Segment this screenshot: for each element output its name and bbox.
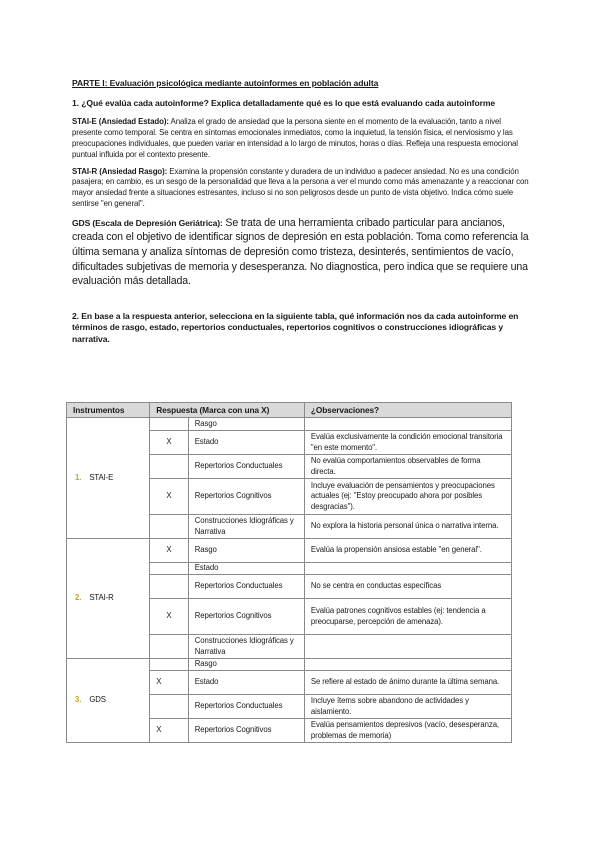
instrument-number: 3. bbox=[75, 695, 82, 705]
instrument-number: 1. bbox=[75, 472, 82, 482]
question-1: 1. ¿Qué evalúa cada autoinforme? Explica detalladamente qué es lo que está evaluando cada autoinforme bbox=[72, 98, 496, 108]
observation-cell[interactable] bbox=[304, 635, 511, 659]
category-cell: Rasgo bbox=[188, 659, 304, 671]
stai-e-paragraph bbox=[72, 117, 530, 160]
part-title: PARTE I: Evaluación psicológica mediante autoinformes en población adulta bbox=[72, 78, 379, 88]
instrument-name: GDS bbox=[89, 695, 106, 705]
category-cell: Construcciones Idiográficas y Narrativa bbox=[188, 515, 304, 539]
instrument-cell bbox=[67, 659, 150, 743]
observation-cell[interactable]: Evalúa pensamientos depresivos (vacío, desesperanza, problemas de memoria) bbox=[304, 719, 511, 743]
observation-cell[interactable]: Se refiere al estado de ánimo durante la última semana. bbox=[304, 671, 511, 695]
mark-cell[interactable] bbox=[150, 515, 189, 539]
table-row bbox=[67, 539, 512, 563]
instrument-name: STAI-E bbox=[89, 472, 114, 482]
header-respuesta: Respuesta (Marca con una X) bbox=[150, 403, 305, 418]
gds-text: Se trata de una herramienta cribado particular para ancianos, creada con el objetivo de identificar signos de depresión en esta población. Toma como referencia la última semana y analiza síntomas de depresión como tristeza, desinterés, sentimientos de vacío, dificultades subjetivas de memoria y desesperanza. No diagnostica, pero indica que se requiere una evaluación más detallada. bbox=[72, 216, 529, 288]
mark-cell[interactable] bbox=[150, 635, 189, 659]
category-cell: Repertorios Cognitivos bbox=[188, 719, 304, 743]
observation-cell[interactable] bbox=[304, 659, 511, 671]
observation-cell[interactable] bbox=[304, 563, 511, 575]
category-cell: Repertorios Conductuales bbox=[188, 455, 304, 479]
stai-r-text: Examina la propensión constante y duradera de un individuo a padecer ansiedad. No es una condición pasajera; en cambio, es un sesgo de la personalidad que lleva a la persona a ver el mundo como más amenazante y a reaccionar con mayor ansiedad frente a situaciones estresantes, incluso si no son peligrosos desde un punto de vista objetivo. Indica cómo suele sentirse "en general". bbox=[72, 166, 529, 208]
observation-cell[interactable]: Evalúa la propensión ansiosa estable "en general". bbox=[304, 539, 511, 563]
observation-cell[interactable]: Incluye evaluación de pensamientos y preocupaciones actuales (ej: "Estoy preocupado ahora por posibles desgracias"). bbox=[304, 479, 511, 515]
instrument-cell bbox=[67, 539, 150, 659]
stai-r-paragraph bbox=[72, 167, 530, 210]
table-row bbox=[67, 659, 512, 671]
category-cell: Estado bbox=[188, 671, 304, 695]
stai-r-label: STAI-R (Ansiedad Rasgo): bbox=[72, 166, 168, 176]
observation-cell[interactable]: No se centra en conductas específicas bbox=[304, 575, 511, 599]
category-cell: Repertorios Cognitivos bbox=[188, 599, 304, 635]
mark-cell[interactable] bbox=[150, 575, 189, 599]
observation-cell[interactable] bbox=[304, 418, 511, 431]
header-observaciones: ¿Observaciones? bbox=[304, 403, 511, 418]
mark-cell[interactable]: X bbox=[150, 599, 189, 635]
evaluation-table bbox=[66, 402, 512, 743]
instrument-name: STAI-R bbox=[89, 593, 114, 603]
category-cell: Rasgo bbox=[188, 418, 304, 431]
category-cell: Estado bbox=[188, 431, 304, 455]
stai-e-text: Analiza el grado de ansiedad que la persona siente en el momento de la evaluación, tanto a nivel presente como temporal. Se centra en síntomas emocionales inmediatos, como la inquietud, la tensión física, el nerviosismo y las preocupaciones individuales, que pueden variar en intensidad a lo largo de minutos, horas o días. Refleja una respuesta emocional puntual influida por el contexto presente. bbox=[72, 117, 518, 159]
gds-label: GDS (Escala de Depresión Geriátrica): bbox=[72, 217, 223, 228]
observation-cell[interactable]: No explora la historia personal única o narrativa interna. bbox=[304, 515, 511, 539]
mark-cell[interactable] bbox=[150, 659, 189, 671]
category-cell: Rasgo bbox=[188, 539, 304, 563]
category-cell: Construcciones Idiográficas y Narrativa bbox=[188, 635, 304, 659]
table-header-row bbox=[67, 403, 512, 418]
header-instrumentos: Instrumentos bbox=[67, 403, 150, 418]
mark-cell[interactable] bbox=[150, 418, 189, 431]
category-cell: Repertorios Conductuales bbox=[188, 575, 304, 599]
mark-cell[interactable]: X bbox=[150, 431, 189, 455]
question-2: 2. En base a la respuesta anterior, selecciona en la siguiente tabla, qué información nos da cada autoinforme en términos de rasgo, estado, repertorios conductuales, repertorios cognitivos o construcciones idiográficas y narrativa. bbox=[72, 310, 519, 344]
observation-cell[interactable]: Evalúa patrones cognitivos estables (ej: tendencia a preocuparse, percepción de amenaza). bbox=[304, 599, 511, 635]
mark-cell[interactable] bbox=[150, 455, 189, 479]
table-row bbox=[67, 418, 512, 431]
category-cell: Estado bbox=[188, 563, 304, 575]
instrument-number: 2. bbox=[75, 593, 82, 603]
document-body bbox=[72, 78, 530, 349]
mark-cell[interactable]: X bbox=[150, 671, 189, 695]
observation-cell[interactable]: Incluye ítems sobre abandono de actividades y aislamiento. bbox=[304, 695, 511, 719]
instrument-cell bbox=[67, 418, 150, 539]
category-cell: Repertorios Conductuales bbox=[188, 695, 304, 719]
mark-cell[interactable] bbox=[150, 563, 189, 575]
category-cell: Repertorios Cognitivos bbox=[188, 479, 304, 515]
mark-cell[interactable] bbox=[150, 695, 189, 719]
observation-cell[interactable]: Evalúa exclusivamente la condición emocional transitoria "en este momento". bbox=[304, 431, 511, 455]
gds-paragraph bbox=[72, 216, 530, 289]
mark-cell[interactable]: X bbox=[150, 719, 189, 743]
mark-cell[interactable]: X bbox=[150, 539, 189, 563]
stai-e-label: STAI-E (Ansiedad Estado): bbox=[72, 117, 169, 127]
observation-cell[interactable]: No evalúa comportamientos observables de forma directa. bbox=[304, 455, 511, 479]
mark-cell[interactable]: X bbox=[150, 479, 189, 515]
